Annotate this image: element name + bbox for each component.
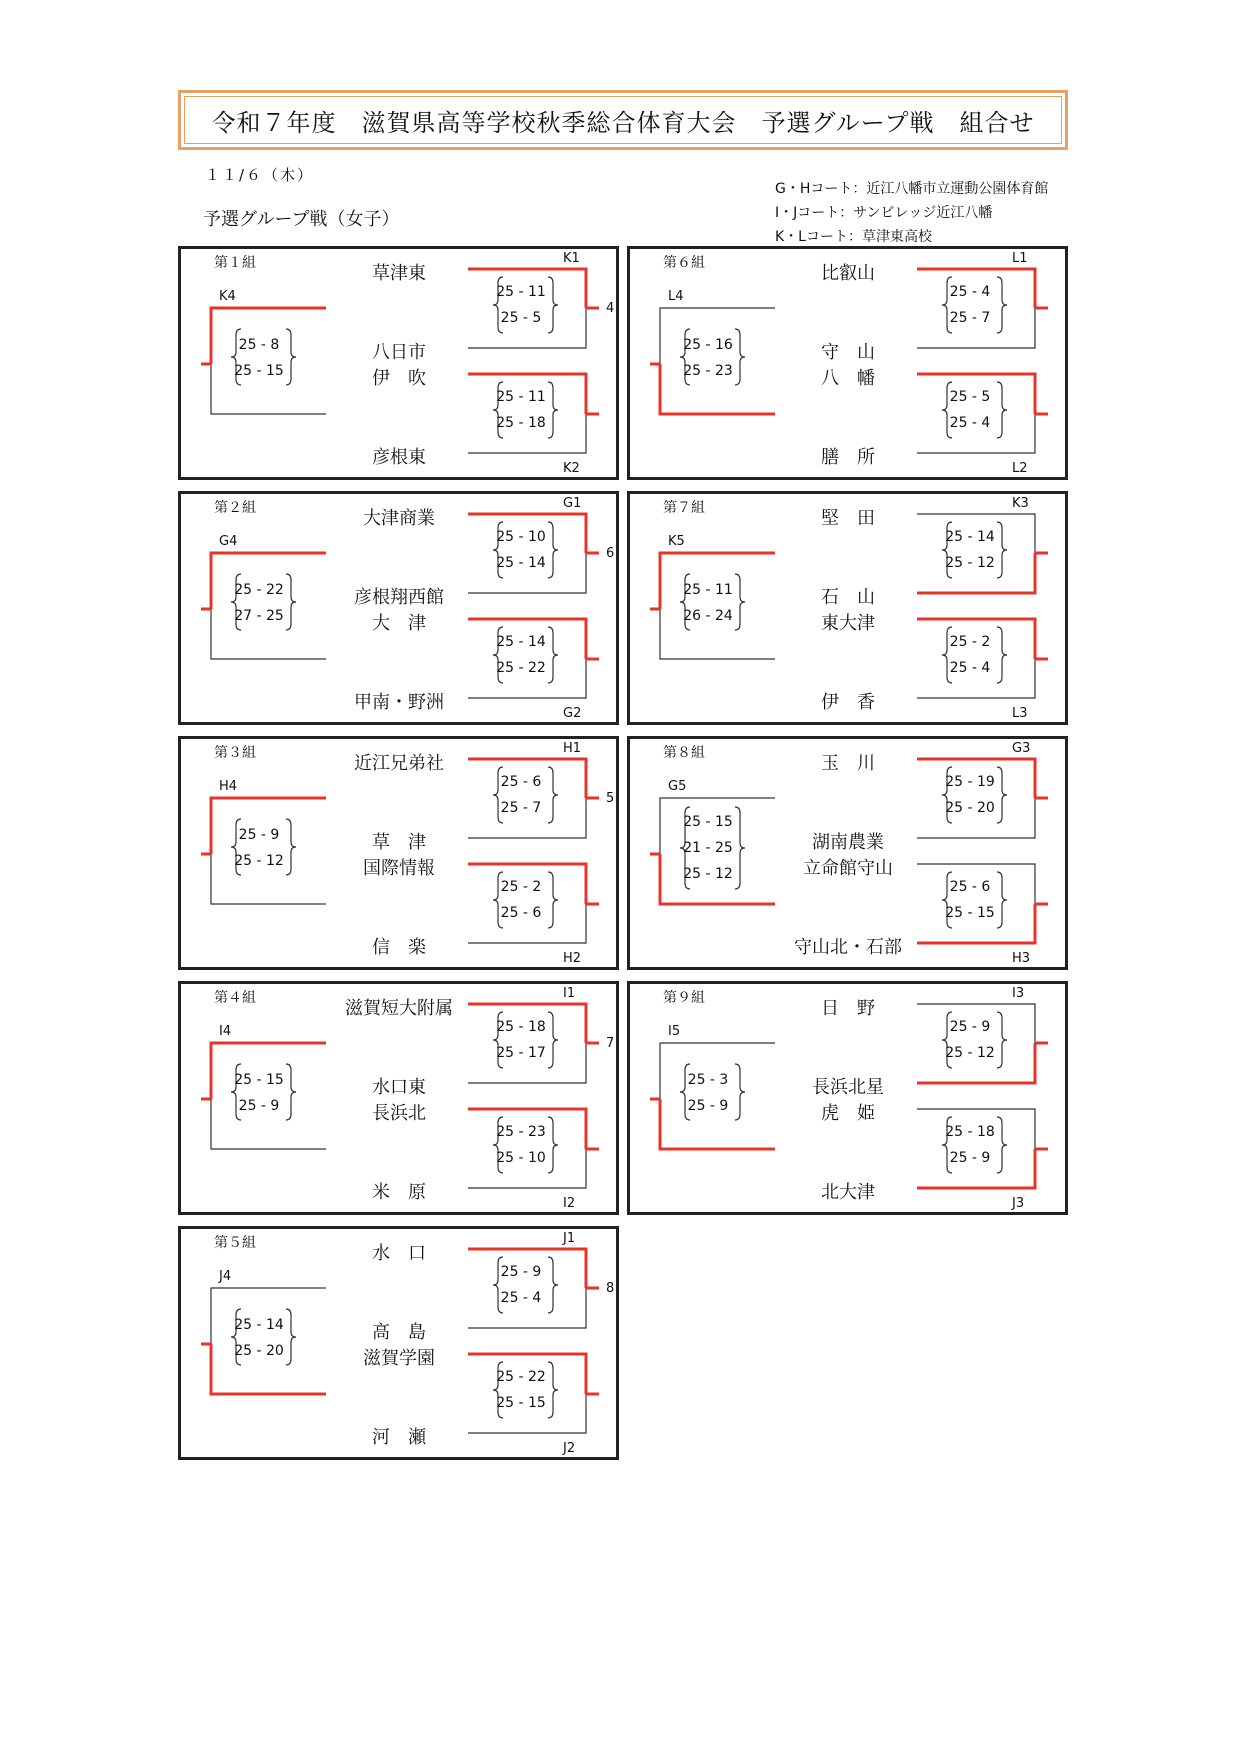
group-bracket: [627, 246, 1068, 480]
set-score: 25 - 11: [683, 582, 733, 598]
set-score: 25 - 17: [496, 1045, 546, 1061]
team-name: 比叡山: [821, 263, 875, 284]
match-code-final: L4: [668, 289, 684, 304]
set-score: 25 - 9: [949, 1150, 991, 1166]
team-name: 立命館守山: [803, 858, 893, 879]
group-name: 第２組: [214, 500, 256, 516]
match-number: 7: [606, 1036, 615, 1051]
team-name: 玉 川: [821, 753, 875, 774]
court-kl: K・Lコート：草津東高校: [775, 229, 932, 245]
match-code-bottom: G2: [563, 706, 582, 721]
set-score: 25 - 10: [496, 1150, 546, 1166]
match-code-top: H1: [563, 741, 582, 756]
group-bracket: [627, 736, 1068, 970]
match-code-final: K4: [219, 289, 236, 304]
score-final-match: [677, 1067, 739, 1119]
score-top-match: [939, 1014, 1001, 1066]
team-name: 国際情報: [363, 858, 435, 879]
score-bottom-match: [490, 384, 552, 436]
set-score: 25 - 8: [238, 337, 280, 353]
team-name: 伊 香: [821, 692, 875, 713]
group-name: 第１組: [214, 255, 256, 271]
team-name: 水口東: [372, 1077, 426, 1098]
team-name: 河 瀬: [372, 1427, 426, 1448]
set-score: 25 - 4: [949, 284, 991, 300]
team-name: 北大津: [821, 1182, 875, 1203]
team-name: 近江兄弟社: [354, 753, 444, 774]
match-code-final: J4: [219, 1269, 232, 1284]
set-score: 25 - 5: [500, 310, 542, 326]
match-code-top: G1: [563, 496, 582, 511]
match-code-final: I5: [668, 1024, 681, 1039]
match-code-top: K3: [1012, 496, 1029, 511]
match-number: 8: [606, 1281, 615, 1296]
page-title: 令和７年度 滋賀県高等学校秋季総合体育大会 予選グループ戦 組合せ: [178, 90, 1068, 150]
set-score: 25 - 12: [683, 866, 733, 882]
group-bracket: [178, 1226, 619, 1460]
score-final-match: [677, 332, 739, 384]
match-code-bottom: H2: [563, 951, 582, 966]
team-name: 滋賀短大附属: [345, 998, 453, 1019]
team-name: 八 幡: [821, 368, 875, 389]
score-bottom-match: [939, 874, 1001, 926]
set-score: 25 - 6: [500, 774, 542, 790]
section-title: 予選グループ戦（女子）: [203, 209, 400, 230]
score-bottom-match: [490, 629, 552, 681]
team-name: 石 山: [821, 587, 875, 608]
set-score: 27 - 25: [234, 608, 284, 624]
set-score: 25 - 22: [234, 582, 284, 598]
team-name: 湖南農業: [812, 832, 884, 853]
score-bottom-match: [490, 1364, 552, 1416]
set-score: 25 - 23: [496, 1124, 546, 1140]
match-code-final: I4: [219, 1024, 232, 1039]
set-score: 25 - 12: [945, 555, 995, 571]
team-name: 守山北・石部: [794, 937, 902, 958]
score-final-match: [677, 809, 739, 887]
court-gh: G・Hコート：近江八幡市立運動公園体育館: [775, 181, 1049, 197]
team-name: 長浜北: [372, 1103, 426, 1124]
score-bottom-match: [490, 1119, 552, 1171]
score-final-match: [228, 822, 290, 874]
set-score: 25 - 7: [949, 310, 991, 326]
set-score: 25 - 9: [500, 1264, 542, 1280]
set-score: 25 - 9: [238, 827, 280, 843]
match-code-top: K1: [563, 251, 580, 266]
match-code-bottom: H3: [1012, 951, 1031, 966]
match-code-top: L1: [1012, 251, 1028, 266]
team-name: 米 原: [372, 1182, 426, 1203]
match-number: 5: [606, 791, 615, 806]
group-bracket: [178, 981, 619, 1215]
team-name: 長浜北星: [812, 1077, 884, 1098]
set-score: 25 - 18: [496, 415, 546, 431]
set-score: 25 - 11: [496, 284, 546, 300]
set-score: 25 - 11: [496, 389, 546, 405]
group-name: 第６組: [663, 255, 705, 271]
score-top-match: [939, 279, 1001, 331]
match-code-bottom: J2: [563, 1441, 576, 1456]
group-name: 第３組: [214, 745, 256, 761]
score-final-match: [228, 332, 290, 384]
court-ij: I・Jコート：サンビレッジ近江八幡: [775, 205, 993, 221]
set-score: 25 - 14: [496, 555, 546, 571]
set-score: 25 - 14: [945, 529, 995, 545]
set-score: 25 - 20: [945, 800, 995, 816]
score-final-match: [677, 577, 739, 629]
set-score: 25 - 2: [949, 634, 991, 650]
set-score: 25 - 12: [234, 853, 284, 869]
set-score: 25 - 7: [500, 800, 542, 816]
score-top-match: [939, 524, 1001, 576]
set-score: 25 - 4: [949, 660, 991, 676]
set-score: 25 - 4: [500, 1290, 542, 1306]
score-final-match: [228, 1312, 290, 1364]
group-bracket: [178, 246, 619, 480]
group-name: 第４組: [214, 990, 256, 1006]
match-code-bottom: L3: [1012, 706, 1028, 721]
team-name: 信 楽: [372, 937, 426, 958]
team-name: 大 津: [372, 613, 426, 634]
set-score: 25 - 5: [949, 389, 991, 405]
team-name: 八日市: [372, 342, 426, 363]
set-score: 25 - 9: [949, 1019, 991, 1035]
set-score: 25 - 9: [687, 1098, 729, 1114]
set-score: 25 - 15: [234, 363, 284, 379]
match-number: 6: [606, 546, 615, 561]
group-name: 第９組: [663, 990, 705, 1006]
match-code-top: I3: [1012, 986, 1025, 1001]
score-top-match: [490, 1259, 552, 1311]
set-score: 25 - 6: [949, 879, 991, 895]
set-score: 25 - 20: [234, 1343, 284, 1359]
match-code-bottom: K2: [563, 461, 580, 476]
team-name: 東大津: [821, 613, 875, 634]
match-code-bottom: J3: [1012, 1196, 1025, 1211]
set-score: 25 - 23: [683, 363, 733, 379]
team-name: 滋賀学園: [363, 1348, 435, 1369]
set-score: 25 - 22: [496, 1369, 546, 1385]
group-name: 第８組: [663, 745, 705, 761]
group-bracket: [178, 491, 619, 725]
set-score: 25 - 4: [949, 415, 991, 431]
group-name: 第７組: [663, 500, 705, 516]
set-score: 25 - 18: [945, 1124, 995, 1140]
set-score: 21 - 25: [683, 840, 733, 856]
set-score: 25 - 15: [945, 905, 995, 921]
team-name: 日 野: [821, 998, 875, 1019]
score-top-match: [490, 524, 552, 576]
team-name: 大津商業: [363, 508, 435, 529]
match-code-final: G4: [219, 534, 238, 549]
match-code-top: I1: [563, 986, 576, 1001]
match-code-top: G3: [1012, 741, 1031, 756]
score-bottom-match: [939, 629, 1001, 681]
match-code-bottom: L2: [1012, 461, 1028, 476]
match-number: 4: [606, 301, 615, 316]
set-score: 25 - 3: [687, 1072, 729, 1088]
match-code-bottom: I2: [563, 1196, 576, 1211]
team-name: 水 口: [372, 1243, 426, 1264]
set-score: 25 - 14: [234, 1317, 284, 1333]
team-name: 膳 所: [821, 447, 875, 468]
court-list: [775, 177, 1048, 249]
team-name: 彦根東: [372, 447, 426, 468]
team-name: 虎 姫: [821, 1103, 875, 1124]
team-name: 草 津: [372, 832, 426, 853]
match-code-final: H4: [219, 779, 238, 794]
set-score: 25 - 2: [500, 879, 542, 895]
group-bracket: [178, 736, 619, 970]
team-name: 彦根翔西館: [354, 587, 444, 608]
score-top-match: [939, 769, 1001, 821]
team-name: 堅 田: [821, 508, 875, 529]
team-name: 守 山: [821, 342, 875, 363]
group-bracket: [627, 491, 1068, 725]
score-top-match: [490, 769, 552, 821]
set-score: 25 - 19: [945, 774, 995, 790]
score-final-match: [228, 577, 290, 629]
score-top-match: [490, 1014, 552, 1066]
team-name: 草津東: [372, 263, 426, 284]
set-score: 25 - 15: [683, 814, 733, 830]
score-final-match: [228, 1067, 290, 1119]
group-bracket: [627, 981, 1068, 1215]
set-score: 25 - 15: [496, 1395, 546, 1411]
team-name: 甲南・野洲: [354, 692, 444, 713]
set-score: 25 - 18: [496, 1019, 546, 1035]
set-score: 25 - 6: [500, 905, 542, 921]
set-score: 25 - 12: [945, 1045, 995, 1061]
score-bottom-match: [490, 874, 552, 926]
team-name: 高 島: [372, 1322, 426, 1343]
score-bottom-match: [939, 1119, 1001, 1171]
set-score: 25 - 9: [238, 1098, 280, 1114]
match-code-final: G5: [668, 779, 687, 794]
team-name: 伊 吹: [372, 368, 426, 389]
score-top-match: [490, 279, 552, 331]
group-name: 第５組: [214, 1235, 256, 1251]
score-bottom-match: [939, 384, 1001, 436]
match-code-final: K5: [668, 534, 685, 549]
set-score: 25 - 22: [496, 660, 546, 676]
set-score: 25 - 16: [683, 337, 733, 353]
match-date: １１/６（木）: [205, 166, 315, 184]
set-score: 25 - 10: [496, 529, 546, 545]
set-score: 25 - 15: [234, 1072, 284, 1088]
match-code-top: J1: [563, 1231, 576, 1246]
set-score: 26 - 24: [683, 608, 733, 624]
set-score: 25 - 14: [496, 634, 546, 650]
